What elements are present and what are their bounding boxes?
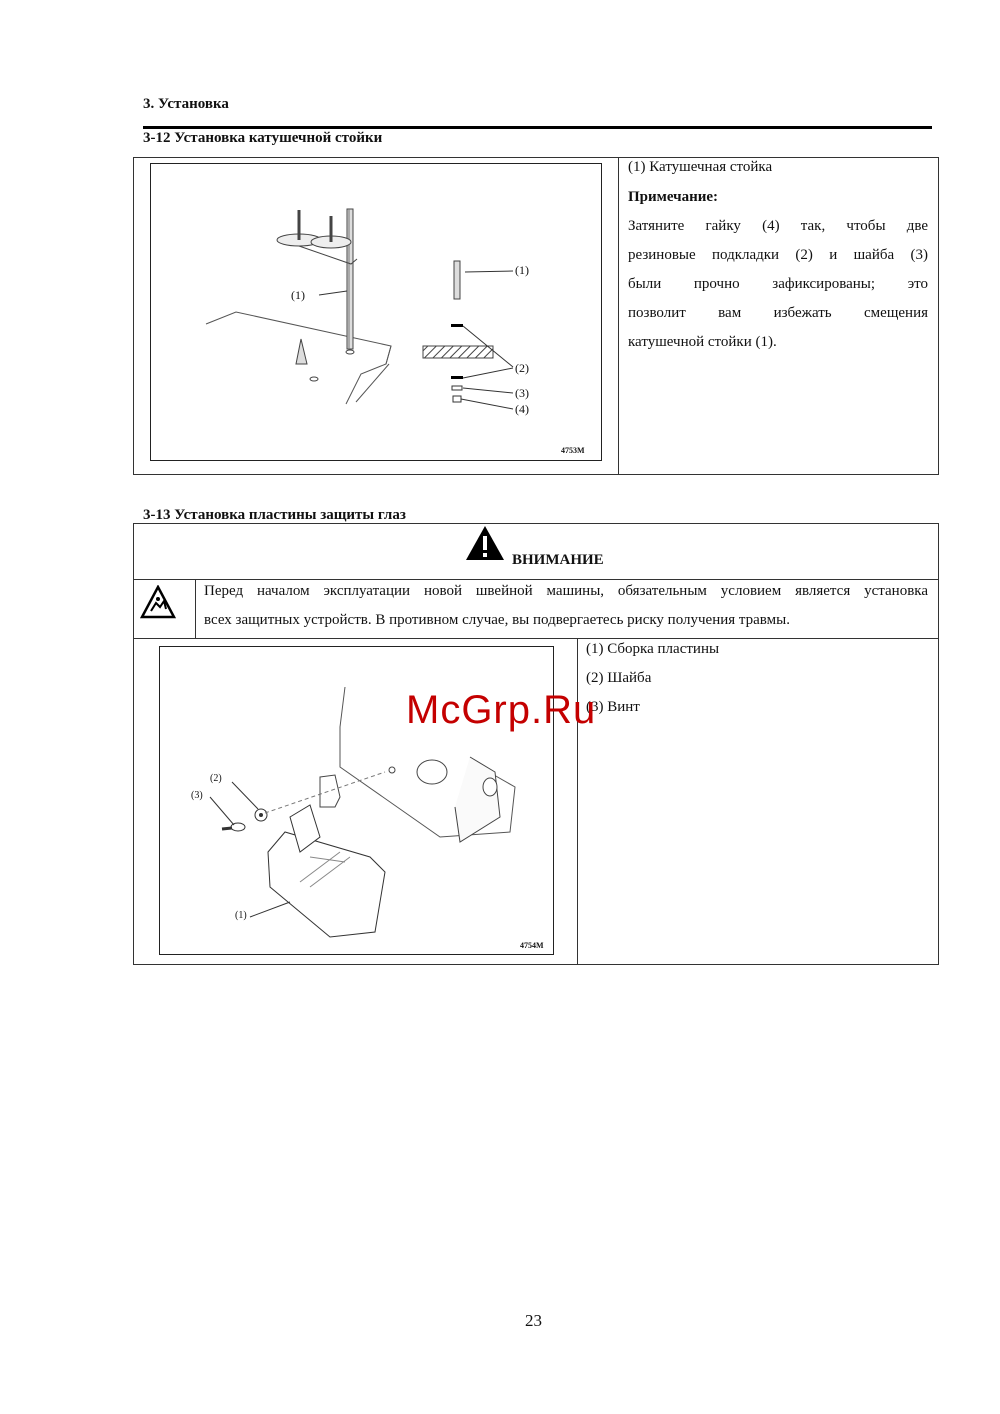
label-washer: (2) <box>210 773 222 784</box>
hand-injury-hazard-icon <box>140 585 176 621</box>
note-line-4: позволит вам избежать смещения <box>628 305 928 321</box>
figure-id-4753M: 4753M <box>561 446 585 455</box>
caution-icon-divider <box>195 579 196 638</box>
label-screw: (3) <box>191 790 203 801</box>
caution-line-1: Перед началом эксплуатации новой швейной машины, обязательным условием является установка <box>204 583 928 599</box>
spool-stand-drawing <box>151 164 603 462</box>
note-line-5: катушечной стойки (1). <box>628 334 777 350</box>
section-title: 3. Установка <box>143 96 229 112</box>
section-3-12-divider <box>618 157 619 475</box>
item-washer: (2) Шайба <box>586 670 652 686</box>
note-title: Примечание: <box>628 189 719 205</box>
label-1-right: (1) <box>515 263 529 277</box>
subsection-3-13-title: 3-13 Установка пластины защиты глаз <box>143 507 406 523</box>
caution-body-divider <box>133 638 939 639</box>
warning-triangle-icon <box>464 524 506 562</box>
note-line-3: были прочно зафиксированы; это <box>628 276 928 292</box>
caution-line-2: всех защитных устройств. В противном случае, вы подвергаетесь риску получения травмы. <box>204 612 790 628</box>
label-plate-assembly: (1) <box>235 910 247 921</box>
label-3: (3) <box>515 386 529 400</box>
figure-id-4754M: 4754M <box>520 941 544 950</box>
label-4: (4) <box>515 402 529 416</box>
item-plate-assembly: (1) Сборка пластины <box>586 641 720 657</box>
page-number: 23 <box>525 1311 542 1330</box>
subsection-3-12-title: 3-12 Установка катушечной стойки <box>143 130 383 146</box>
note-line-1: Затяните гайку (4) так, чтобы две <box>628 218 928 234</box>
note-line-2: резиновые подкладки (2) и шайба (3) <box>628 247 928 263</box>
label-2: (2) <box>515 361 529 375</box>
heading-rule <box>143 126 932 129</box>
caution-title: ВНИМАНИЕ <box>512 552 604 568</box>
watermark: McGrp.Ru <box>406 688 597 732</box>
label-1-left: (1) <box>291 288 305 302</box>
figure-spool-stand <box>150 163 602 461</box>
item-screw: (3) Винт <box>586 699 640 715</box>
item-spool-stand: (1) Катушечная стойка <box>628 159 773 175</box>
